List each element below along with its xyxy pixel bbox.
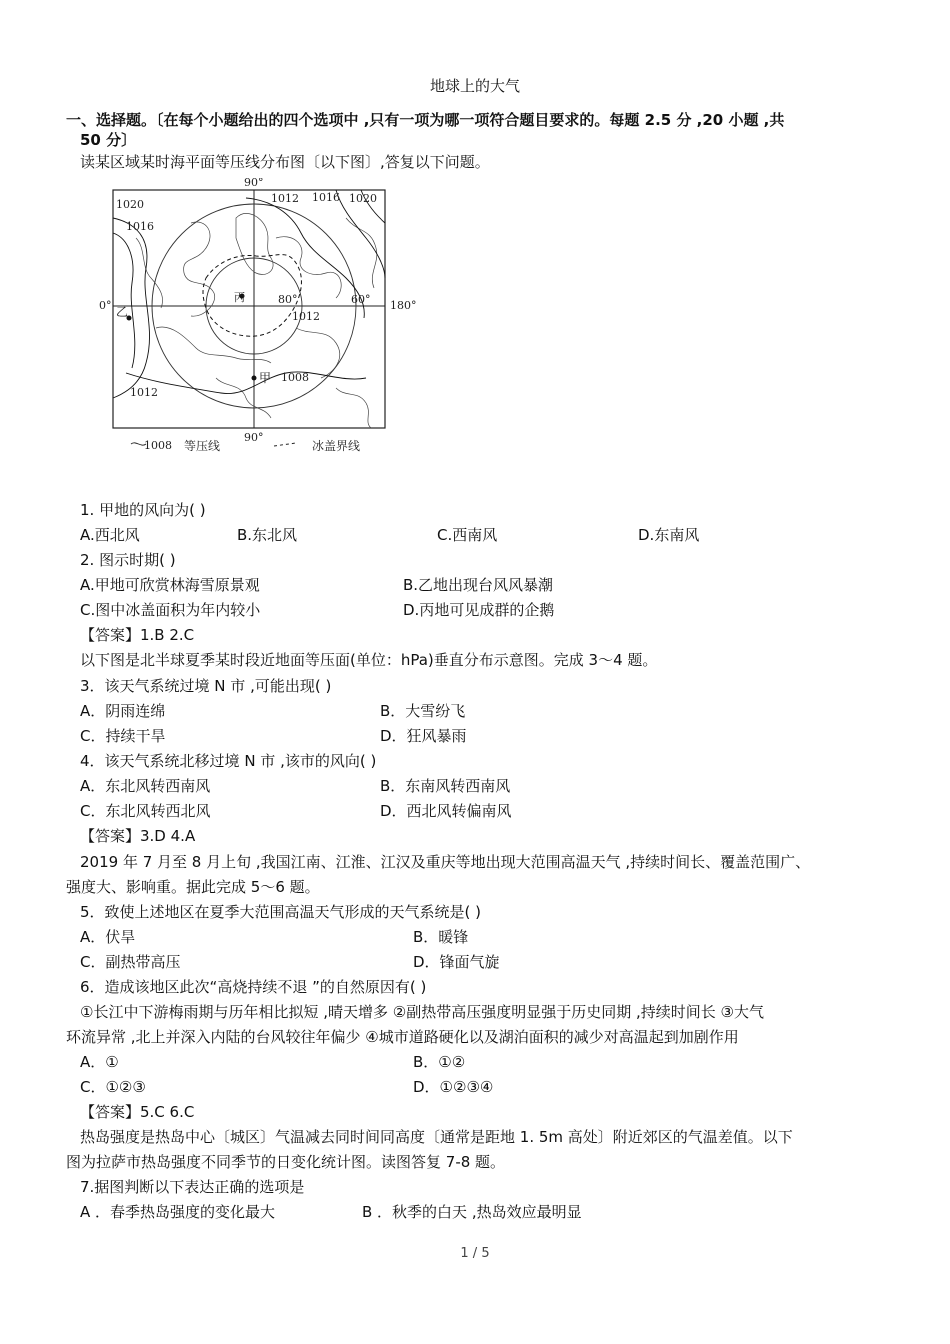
question-5-stem: 5．致使上述地区在夏季大范围高温天气形成的天气系统是( )	[80, 903, 482, 921]
q5-option-c: C．副热带高压	[80, 953, 181, 971]
q3-option-a: A．阴雨连绵	[80, 702, 166, 720]
q2-option-b: B.乙地出现台风风暴潮	[403, 576, 554, 594]
q2-option-c: C.图中冰盖面积为年内较小	[80, 601, 261, 619]
q6-option-a: A．①	[80, 1053, 119, 1071]
answer-3-4: 【答案】3.D 4.A	[80, 827, 196, 845]
q2-option-d: D.丙地可见成群的企鹅	[403, 601, 555, 619]
intro-map-question: 读某区域某时海平面等压线分布图〔以下图〕,答复以下问题。	[80, 153, 490, 171]
question-3-stem: 3．该天气系统过境 N 市 ,可能出现( )	[80, 677, 332, 695]
q1-option-c: C.西南风	[437, 526, 498, 544]
document-title: 地球上的大气	[429, 77, 520, 95]
isobar-label-1020-left: 1020	[116, 198, 144, 211]
isobar-label-1008: 1008	[281, 371, 309, 384]
point-jia-label: 甲	[259, 371, 272, 385]
q4-option-a: A．东北风转西南风	[80, 777, 211, 795]
q6-statements-line2: 环流异常 ,北上并深入内陆的台风较往年偏少 ④城市道路硬化以及湖泊面积的减少对高温起到加剧作用	[66, 1028, 739, 1046]
lat-60-label: 60°	[351, 293, 371, 306]
isobar-label-1016-left: 1016	[126, 220, 154, 233]
page-number: 1 / 5	[460, 1246, 490, 1261]
q6-statements-line1: ①长江中下游梅雨期与历年相比拟短 ,晴天增多 ②副热带高压强度明显强于历史同期 ,持续时间长 ③大气	[80, 1003, 764, 1021]
isobar-label-1016-top: 1016	[312, 191, 340, 204]
isobar-label-1012-bottom: 1012	[130, 386, 158, 399]
q1-option-a: A.西北风	[80, 526, 140, 544]
intro-heatwave-line2: 强度大、影响重。据此完成 5～6 题。	[66, 878, 320, 896]
q1-option-d: D.东南风	[638, 526, 700, 544]
legend-isobar-value: 1008	[144, 439, 172, 452]
lon-left-label: 0°	[99, 299, 112, 312]
question-1-stem: 1. 甲地的风向为( )	[80, 501, 206, 519]
q2-option-a: A.甲地可欣赏林海雪原景观	[80, 576, 260, 594]
q4-option-c: C．东北风转西北风	[80, 802, 211, 820]
answer-5-6: 【答案】5.C 6.C	[80, 1103, 195, 1121]
answer-1-2: 【答案】1.B 2.C	[80, 626, 195, 644]
q7-option-b: B ．秋季的白天 ,热岛效应最明显	[362, 1203, 582, 1221]
isobar-label-1020-top: 1020	[349, 192, 377, 205]
question-7-stem: 7.据图判断以下表达正确的选项是	[80, 1178, 305, 1196]
q7-option-a: A ．春季热岛强度的变化最大	[80, 1203, 276, 1221]
isobar-label-1012-top: 1012	[271, 192, 299, 205]
q5-option-b: B．暖锋	[413, 928, 469, 946]
section-heading-line2: 50 分〕	[80, 131, 137, 149]
q4-option-b: B．东南风转西南风	[380, 777, 511, 795]
legend-isobar-label: 等压线	[184, 439, 221, 453]
question-4-stem: 4．该天气系统北移过境 N 市 ,该市的风向( )	[80, 752, 377, 770]
question-6-stem: 6．造成该地区此次“高烧持续不退 ”的自然原因有( )	[80, 978, 427, 996]
section-heading-line1: 一、选择题。〔在每个小题给出的四个选项中 ,只有一项为哪一项符合题目要求的。每题 2.5 分 ,20 小题 ,共	[66, 111, 785, 129]
q4-option-d: D．西北风转偏南风	[380, 802, 512, 820]
point-yi-label: 乙	[116, 305, 129, 319]
q6-option-c: C．①②③	[80, 1078, 146, 1096]
legend-ice-line	[274, 443, 296, 446]
q5-option-a: A．伏旱	[80, 928, 136, 946]
intro-pressure-question: 以下图是北半球夏季某时段近地面等压面(单位：hPa)垂直分布示意图。完成 3～4 题。	[80, 651, 658, 669]
lon-bottom-label: 90°	[244, 431, 264, 444]
isobar-map-figure	[96, 178, 426, 463]
point-bing-label: 丙	[234, 291, 245, 304]
lon-top-label: 90°	[244, 178, 264, 189]
intro-heatwave-line1: 2019 年 7 月至 8 月上旬 ,我国江南、江淮、江汉及重庆等地出现大范围高温天气 ,持续时间长、覆盖范围广、	[80, 853, 811, 871]
q3-option-b: B．大雪纷飞	[380, 702, 466, 720]
legend-ice-label: 冰盖界线	[312, 439, 361, 453]
isobar-label-1012-center: 1012	[292, 310, 320, 323]
q1-option-b: B.东北风	[237, 526, 298, 544]
q3-option-d: D．狂风暴雨	[380, 727, 467, 745]
q6-option-d: D．①②③④	[413, 1078, 494, 1096]
intro-heat-island-line1: 热岛强度是热岛中心〔城区〕气温减去同时间同高度〔通常是距地 1. 5m 高处〕附近郊区的气温差值。以下	[80, 1128, 793, 1146]
lat-80-label: 80°	[278, 293, 298, 306]
q5-option-d: D．锋面气旋	[413, 953, 500, 971]
q3-option-c: C．持续干旱	[80, 727, 166, 745]
point-jia-marker	[252, 376, 257, 381]
lon-right-label: 180°	[390, 299, 417, 312]
question-2-stem: 2. 图示时期( )	[80, 551, 176, 569]
intro-heat-island-line2: 图为拉萨市热岛强度不同季节的日变化统计图。读图答复 7-8 题。	[66, 1153, 506, 1171]
q6-option-b: B．①②	[413, 1053, 466, 1071]
